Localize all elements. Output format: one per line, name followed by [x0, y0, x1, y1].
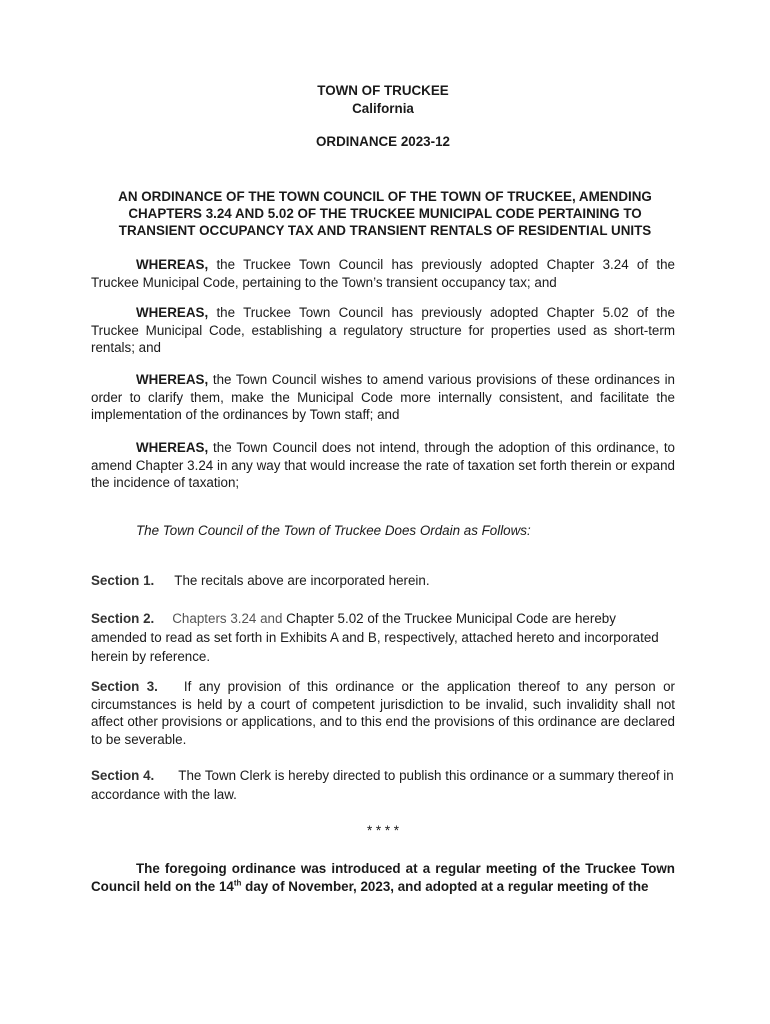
section-2-lead: Chapters 3.24 and — [172, 611, 283, 626]
whereas-clause-2: WHEREAS, the Truckee Town Council has previously adopted Chapter 5.02 of the Truckee Municipal Code, establishing a regulatory structure for properties used as short-term rentals; and — [91, 305, 675, 356]
ordinance-number: ORDINANCE 2023-12 — [316, 134, 450, 149]
separator-stars: * * * * — [366, 823, 399, 838]
section-4 — [91, 766, 675, 804]
section-2 — [91, 609, 675, 666]
town-name: TOWN OF TRUCKEE — [317, 83, 449, 98]
section-3-label: Section 3. — [91, 679, 158, 694]
title-line-2: CHAPTERS 3.24 AND 5.02 OF THE TRUCKEE MUNICIPAL CODE PERTAINING TO — [128, 206, 642, 221]
title-line-1: AN ORDINANCE OF THE TOWN COUNCIL OF THE TOWN OF TRUCKEE, AMENDING — [118, 189, 652, 204]
section-1-label: Section 1. — [91, 573, 155, 588]
whereas-clause-3: WHEREAS, the Town Council wishes to amend various provisions of these ordinances in order to clarify them, make the Municipal Code more internally consistent, and facilitate the implementation of the ordinances by Town staff; and — [91, 372, 675, 423]
section-1-text: The recitals above are incorporated herein. — [174, 573, 430, 588]
title-line-3: TRANSIENT OCCUPANCY TAX AND TRANSIENT RENTALS OF RESIDENTIAL UNITS — [118, 223, 652, 238]
section-2-label: Section 2. — [91, 611, 155, 626]
foregoing-statement: The foregoing ordinance was introduced at a regular meeting of the Truckee Town Council held on the 14th day of November, 2023, and adopted at a regular meeting of the — [91, 861, 675, 894]
section-3-text: If any provision of this ordinance or the application thereof to any person or circumstances is held by a court of competent jurisdiction to be invalid, such invalidity shall not affect other provisions or applications, and to this end the provisions of this ordinance are declared to be severable. — [91, 679, 675, 747]
header — [91, 82, 675, 118]
whereas-clause-1: WHEREAS, the Truckee Town Council has previously adopted Chapter 3.24 of the Truckee Municipal Code, pertaining to the Town’s transient occupancy tax; and — [91, 257, 675, 290]
state-name: California — [352, 101, 414, 116]
section-3 — [91, 678, 675, 748]
ordain-statement: The Town Council of the Town of Truckee Does Ordain as Follows: — [136, 523, 531, 538]
ordinance-title — [60, 188, 710, 239]
section-4-label: Section 4. — [91, 768, 155, 783]
section-1 — [91, 572, 675, 590]
whereas-clause-4: WHEREAS, the Town Council does not intend, through the adoption of this ordinance, to amend Chapter 3.24 in any way that would increase the rate of taxation set forth therein or expand the incidence of taxation; — [91, 440, 675, 491]
section-4-text: The Town Clerk is hereby directed to publish this ordinance or a summary thereof in accordance with the law. — [91, 768, 674, 802]
section-2-text: Chapter 5.02 of the Truckee Municipal Code are hereby amended to read as set forth in Exhibits A and B, respectively, attached hereto and incorporated herein by reference. — [91, 611, 659, 664]
